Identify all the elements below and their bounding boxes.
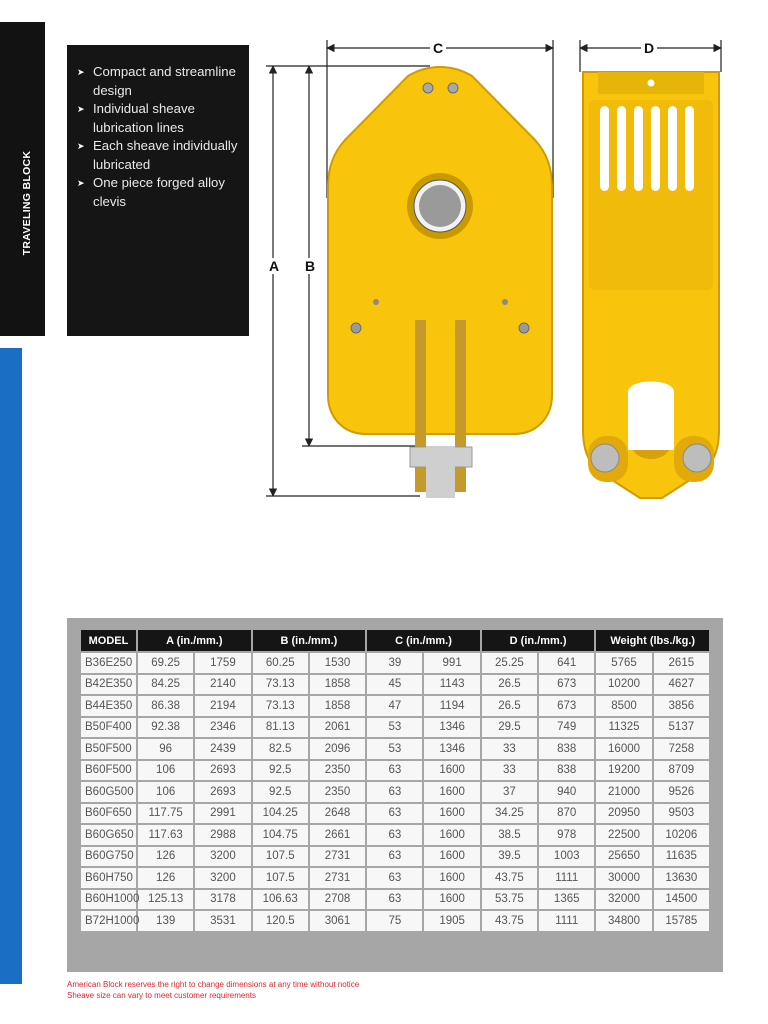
value-cell: 43.75 [482, 911, 537, 931]
value-cell: 7258 [654, 739, 709, 759]
value-cell: 104.25 [253, 804, 308, 824]
value-cell: 1600 [424, 890, 479, 910]
value-cell: 2096 [310, 739, 365, 759]
value-cell: 126 [138, 868, 193, 888]
model-cell: B60H750 [81, 868, 136, 888]
column-header: B (in./mm.) [253, 630, 366, 651]
value-cell: 2988 [195, 825, 250, 845]
value-cell: 8709 [654, 761, 709, 781]
value-cell: 1600 [424, 868, 479, 888]
value-cell: 117.63 [138, 825, 193, 845]
value-cell: 107.5 [253, 868, 308, 888]
value-cell: 16000 [596, 739, 651, 759]
value-cell: 2693 [195, 782, 250, 802]
value-cell: 2693 [195, 761, 250, 781]
value-cell: 14500 [654, 890, 709, 910]
value-cell: 1143 [424, 675, 479, 695]
value-cell: 1346 [424, 718, 479, 738]
value-cell: 96 [138, 739, 193, 759]
value-cell: 34.25 [482, 804, 537, 824]
value-cell: 26.5 [482, 696, 537, 716]
value-cell: 9526 [654, 782, 709, 802]
table-row [81, 718, 709, 738]
value-cell: 2350 [310, 782, 365, 802]
value-cell: 2140 [195, 675, 250, 695]
value-cell: 991 [424, 653, 479, 673]
value-cell: 1111 [539, 911, 594, 931]
value-cell: 3531 [195, 911, 250, 931]
bullet-icon: ➤ [77, 67, 85, 77]
table-row [81, 739, 709, 759]
table-row [81, 890, 709, 910]
value-cell: 11325 [596, 718, 651, 738]
value-cell: 39.5 [482, 847, 537, 867]
feature-item: ➤ Compact and streamline design [77, 64, 236, 98]
value-cell: 63 [367, 761, 422, 781]
value-cell: 92.5 [253, 761, 308, 781]
value-cell: 2350 [310, 761, 365, 781]
value-cell: 2708 [310, 890, 365, 910]
column-header: D (in./mm.) [482, 630, 595, 651]
value-cell: 63 [367, 868, 422, 888]
table-row [81, 696, 709, 716]
value-cell: 38.5 [482, 825, 537, 845]
value-cell: 63 [367, 847, 422, 867]
value-cell: 3178 [195, 890, 250, 910]
table-header-row [81, 630, 709, 651]
bullet-icon: ➤ [77, 178, 85, 188]
value-cell: 1365 [539, 890, 594, 910]
feature-item: ➤ Each sheave individually lubricated [77, 138, 238, 172]
value-cell: 2731 [310, 847, 365, 867]
bullet-icon: ➤ [77, 104, 85, 114]
value-cell: 1858 [310, 675, 365, 695]
value-cell: 1600 [424, 804, 479, 824]
value-cell: 19200 [596, 761, 651, 781]
value-cell: 43.75 [482, 868, 537, 888]
table-row [81, 847, 709, 867]
dimension-label-b: B [304, 258, 316, 274]
value-cell: 39 [367, 653, 422, 673]
value-cell: 749 [539, 718, 594, 738]
value-cell: 1600 [424, 825, 479, 845]
value-cell: 53 [367, 739, 422, 759]
value-cell: 139 [138, 911, 193, 931]
column-header: MODEL [81, 630, 136, 651]
dimension-label-d: D [643, 40, 655, 56]
value-cell: 21000 [596, 782, 651, 802]
value-cell: 60.25 [253, 653, 308, 673]
value-cell: 2731 [310, 868, 365, 888]
model-cell: B60H1000 [81, 890, 136, 910]
table-row [81, 825, 709, 845]
value-cell: 5137 [654, 718, 709, 738]
side-view [583, 72, 719, 498]
value-cell: 9503 [654, 804, 709, 824]
spec-table-panel [67, 618, 723, 972]
model-cell: B60G750 [81, 847, 136, 867]
value-cell: 1600 [424, 782, 479, 802]
model-cell: B44E350 [81, 696, 136, 716]
value-cell: 106 [138, 761, 193, 781]
value-cell: 673 [539, 696, 594, 716]
value-cell: 1858 [310, 696, 365, 716]
value-cell: 81.13 [253, 718, 308, 738]
column-header: Weight (lbs./kg.) [596, 630, 709, 651]
bullet-icon: ➤ [77, 141, 85, 151]
value-cell: 33 [482, 739, 537, 759]
value-cell: 1759 [195, 653, 250, 673]
value-cell: 63 [367, 825, 422, 845]
value-cell: 53 [367, 718, 422, 738]
value-cell: 63 [367, 804, 422, 824]
value-cell: 2439 [195, 739, 250, 759]
model-cell: B50F400 [81, 718, 136, 738]
value-cell: 978 [539, 825, 594, 845]
value-cell: 940 [539, 782, 594, 802]
value-cell: 2061 [310, 718, 365, 738]
value-cell: 126 [138, 847, 193, 867]
column-header: A (in./mm.) [138, 630, 251, 651]
spec-table [79, 628, 711, 933]
dimension-label-c: C [432, 40, 444, 56]
value-cell: 75 [367, 911, 422, 931]
model-cell: B60F500 [81, 761, 136, 781]
value-cell: 10206 [654, 825, 709, 845]
value-cell: 8500 [596, 696, 651, 716]
value-cell: 3856 [654, 696, 709, 716]
table-body [81, 653, 709, 931]
value-cell: 20950 [596, 804, 651, 824]
value-cell: 29.5 [482, 718, 537, 738]
footnote-disclaimer: American Block reserves the right to change dimensions at any time without notice [67, 980, 360, 989]
table-row [81, 653, 709, 673]
value-cell: 1194 [424, 696, 479, 716]
value-cell: 1530 [310, 653, 365, 673]
value-cell: 30000 [596, 868, 651, 888]
value-cell: 26.5 [482, 675, 537, 695]
value-cell: 1346 [424, 739, 479, 759]
table-row [81, 911, 709, 931]
value-cell: 104.75 [253, 825, 308, 845]
value-cell: 2194 [195, 696, 250, 716]
value-cell: 1111 [539, 868, 594, 888]
value-cell: 34800 [596, 911, 651, 931]
table-row [81, 761, 709, 781]
value-cell: 10200 [596, 675, 651, 695]
value-cell: 73.13 [253, 675, 308, 695]
value-cell: 32000 [596, 890, 651, 910]
value-cell: 106.63 [253, 890, 308, 910]
value-cell: 1905 [424, 911, 479, 931]
value-cell: 1600 [424, 847, 479, 867]
model-cell: B36E250 [81, 653, 136, 673]
value-cell: 673 [539, 675, 594, 695]
value-cell: 5765 [596, 653, 651, 673]
value-cell: 838 [539, 761, 594, 781]
value-cell: 63 [367, 890, 422, 910]
value-cell: 69.25 [138, 653, 193, 673]
value-cell: 870 [539, 804, 594, 824]
column-header: C (in./mm.) [367, 630, 480, 651]
value-cell: 53.75 [482, 890, 537, 910]
value-cell: 45 [367, 675, 422, 695]
value-cell: 86.38 [138, 696, 193, 716]
model-cell: B60F650 [81, 804, 136, 824]
value-cell: 4627 [654, 675, 709, 695]
value-cell: 3061 [310, 911, 365, 931]
value-cell: 2991 [195, 804, 250, 824]
value-cell: 25.25 [482, 653, 537, 673]
value-cell: 25650 [596, 847, 651, 867]
value-cell: 1003 [539, 847, 594, 867]
section-label: TRAVELING BLOCK [21, 150, 33, 256]
model-cell: B50F500 [81, 739, 136, 759]
feature-item: ➤ Individual sheave lubrication lines [77, 101, 195, 135]
value-cell: 2648 [310, 804, 365, 824]
value-cell: 82.5 [253, 739, 308, 759]
model-cell: B42E350 [81, 675, 136, 695]
value-cell: 1600 [424, 761, 479, 781]
value-cell: 22500 [596, 825, 651, 845]
value-cell: 33 [482, 761, 537, 781]
table-row [81, 782, 709, 802]
value-cell: 2346 [195, 718, 250, 738]
value-cell: 3200 [195, 847, 250, 867]
value-cell: 107.5 [253, 847, 308, 867]
value-cell: 63 [367, 782, 422, 802]
value-cell: 92.5 [253, 782, 308, 802]
model-cell: B60G500 [81, 782, 136, 802]
model-cell: B60G650 [81, 825, 136, 845]
value-cell: 15785 [654, 911, 709, 931]
value-cell: 47 [367, 696, 422, 716]
footnotes [67, 980, 359, 1001]
front-view [328, 67, 552, 498]
value-cell: 2661 [310, 825, 365, 845]
table-row [81, 804, 709, 824]
footnote-sheave: Sheave size can vary to meet customer requirements [67, 990, 256, 1000]
value-cell: 92.38 [138, 718, 193, 738]
value-cell: 120.5 [253, 911, 308, 931]
feature-item: ➤ One piece forged alloy clevis [77, 175, 225, 209]
value-cell: 3200 [195, 868, 250, 888]
value-cell: 37 [482, 782, 537, 802]
value-cell: 11635 [654, 847, 709, 867]
model-cell: B72H1000 [81, 911, 136, 931]
value-cell: 2615 [654, 653, 709, 673]
value-cell: 73.13 [253, 696, 308, 716]
value-cell: 13630 [654, 868, 709, 888]
dimension-label-a: A [268, 258, 280, 274]
table-row [81, 675, 709, 695]
value-cell: 641 [539, 653, 594, 673]
value-cell: 838 [539, 739, 594, 759]
value-cell: 125.13 [138, 890, 193, 910]
table-row [81, 868, 709, 888]
value-cell: 106 [138, 782, 193, 802]
value-cell: 117.75 [138, 804, 193, 824]
value-cell: 84.25 [138, 675, 193, 695]
